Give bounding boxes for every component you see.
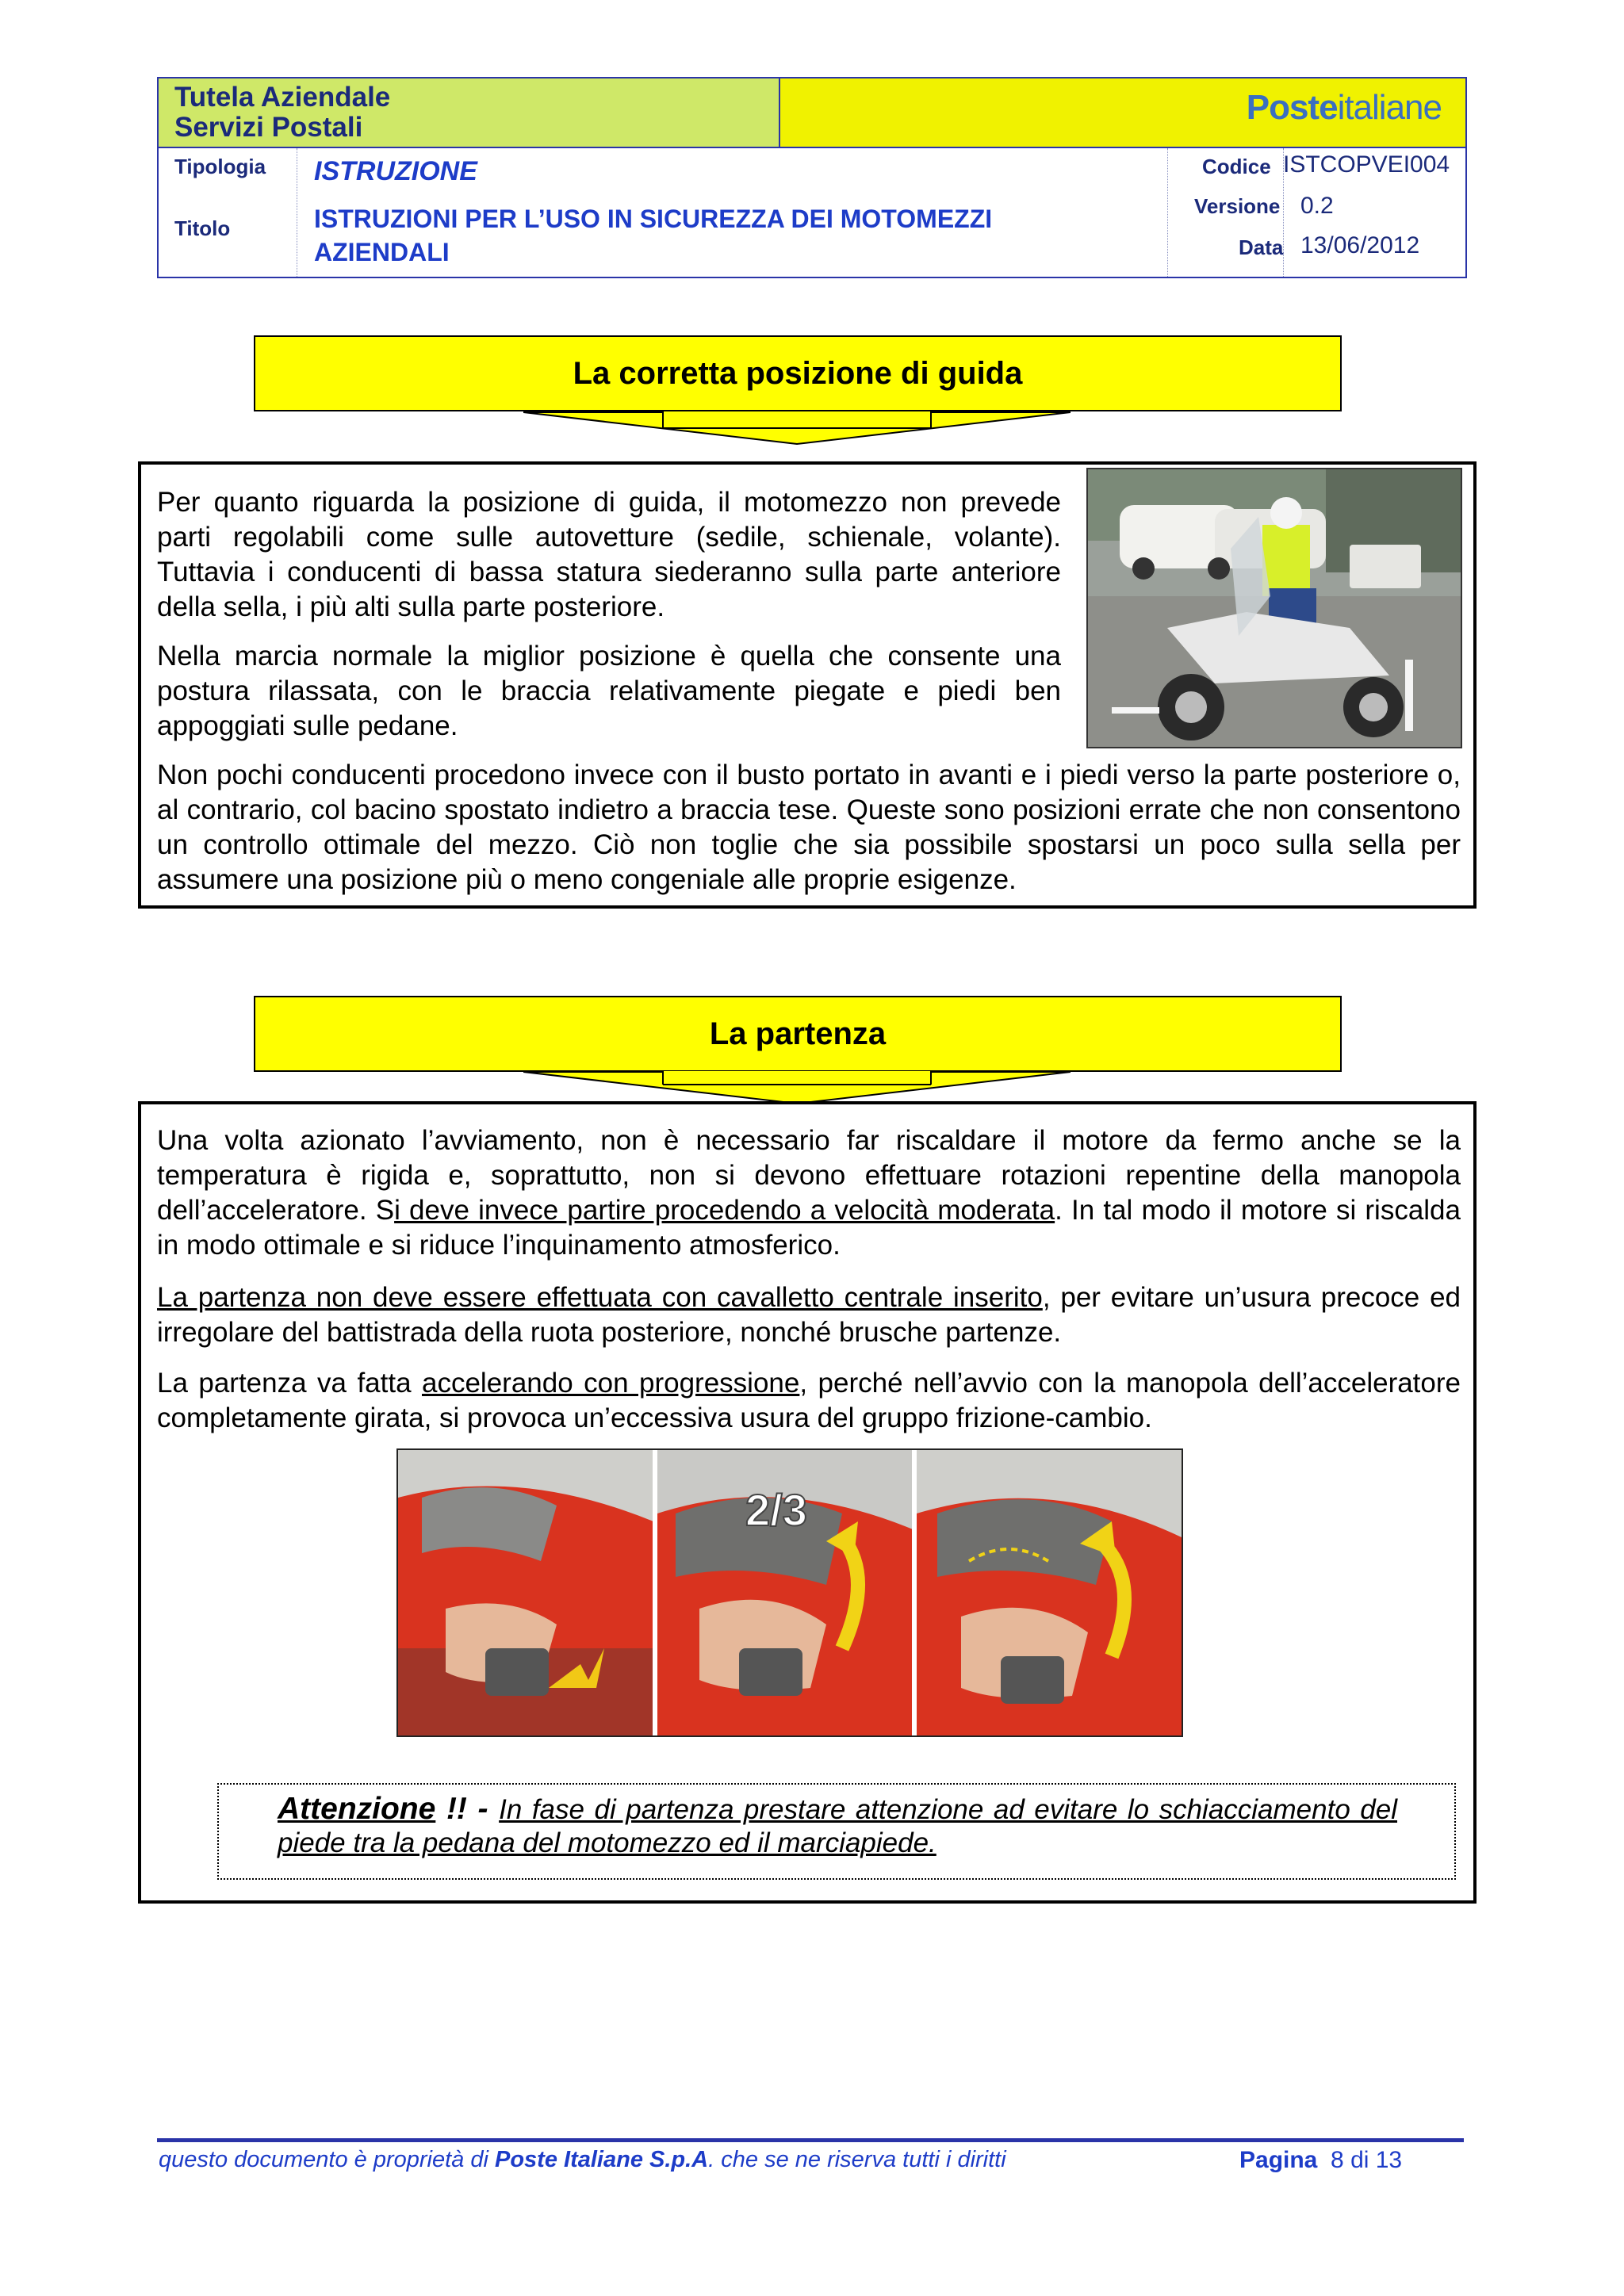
data-label: Data xyxy=(1239,235,1284,259)
footer-page-number xyxy=(1239,2147,1402,2174)
attention-note xyxy=(217,1783,1456,1880)
partenza-3-text-b: , perché nell’avvio con la manopola dell’acceleratore completamente girata, si provoca un’eccessiva usura del gruppo frizione-cambio. xyxy=(157,1368,1461,1433)
partenza-3-underlined: accelerando con progressione xyxy=(422,1368,800,1399)
paragraph-partenza-1 xyxy=(157,1123,1461,1263)
company-cell xyxy=(159,78,780,147)
partenza-3-text-a: La partenza va fatta xyxy=(157,1368,422,1399)
company-line-1: Tutela Aziendale xyxy=(174,82,391,113)
tipologia-label: Tipologia xyxy=(174,155,266,178)
tipologia-value: ISTRUZIONE xyxy=(314,156,477,186)
throttle-label-2-3: 2/3 xyxy=(745,1485,807,1535)
scooter-rider-photo xyxy=(1086,468,1462,748)
footer-copyright xyxy=(159,2147,1006,2173)
partenza-1-text-a: Una volta azionato l’avviamento, non è necessario far riscaldare il motore da fermo anche se la temperatura è rigida e, soprattutto, non si devono effettuare rotazioni repentine della manopola dell’acceleratore. S xyxy=(157,1125,1461,1226)
footer-rule xyxy=(157,2138,1464,2142)
partenza-1-underlined: i deve invece partire procedendo a velocità moderata xyxy=(394,1195,1055,1226)
logo-bold: Poste xyxy=(1246,88,1338,127)
attention-title: Attenzione xyxy=(278,1792,436,1826)
titolo-line-2: AZIENDALI xyxy=(314,238,450,266)
attention-marks: !! - xyxy=(435,1792,500,1826)
section-title-partenza: La partenza xyxy=(254,996,1342,1072)
footer-text-c: . che se ne riserva tutti i diritti xyxy=(708,2147,1006,2172)
titolo-value xyxy=(314,202,992,269)
throttle-photo-rest xyxy=(398,1450,653,1735)
attention-text xyxy=(278,1793,1397,1860)
page-label: Pagina xyxy=(1239,2147,1318,2173)
section-title-posizione-guida: La corretta posizione di guida xyxy=(254,335,1342,411)
partenza-2-underlined: La partenza non deve essere effettuata con cavalletto centrale inserito xyxy=(157,1282,1043,1313)
codice-label: Codice xyxy=(1202,155,1271,178)
page-value: 8 di 13 xyxy=(1331,2147,1403,2173)
section-arrow-1 xyxy=(523,411,1071,446)
partenza-2-text: , per evitare un’usura precoce ed irregolare del battistrada della ruota posteriore, nonché brusche partenze. xyxy=(157,1282,1461,1348)
footer-company: Poste Italiane S.p.A xyxy=(495,2147,709,2172)
paragraph-posizione-1: Per quanto riguarda la posizione di guida, il motomezzo non prevede parti regolabili come sulle autovetture (sedile, schienale, volante). Tuttavia i conducenti di bassa statura siederanno sulla parte anteriore della sella, i più alti sulla parte posteriore. xyxy=(157,487,1061,622)
attention-body: In fase di partenza prestare attenzione ad evitare lo schiacciamento del piede tra la pedana del motomezzo ed il marciapiede. xyxy=(278,1794,1398,1858)
titolo-label: Titolo xyxy=(174,216,231,240)
paragraph-posizione-2: Nella marcia normale la miglior posizione è quella che consente una postura rilassata, con le braccia relativamente piegate e piedi ben appoggiati sulle pedane. xyxy=(157,641,1061,741)
section-box-posizione-guida xyxy=(138,461,1477,909)
poste-italiane-logo xyxy=(1247,88,1442,128)
logo-cell xyxy=(780,78,1465,147)
titolo-line-1: ISTRUZIONI PER L’USO IN SICUREZZA DEI MOTOMEZZI xyxy=(314,205,993,233)
partenza-1-text-b: . In tal modo il motore si riscalda in modo ottimale e si riduce l’inquinamento atmosferico. xyxy=(157,1195,1461,1261)
throttle-photo-strip xyxy=(396,1448,1183,1737)
header-band xyxy=(159,78,1465,148)
logo-light: italiane xyxy=(1337,88,1442,127)
paragraph-partenza-2 xyxy=(157,1280,1461,1350)
section-arrow-2 xyxy=(523,1070,1071,1105)
versione-label: Versione xyxy=(1194,194,1281,218)
versione-value: 0.2 xyxy=(1300,193,1334,219)
company-line-2: Servizi Postali xyxy=(174,112,363,143)
paragraph-partenza-3 xyxy=(157,1366,1461,1436)
document-header xyxy=(157,77,1467,278)
codice-value: ISTCOPVEI004 xyxy=(1283,151,1450,178)
footer-text-a: questo documento è proprietà di xyxy=(159,2147,495,2172)
paragraph-posizione-3: Non pochi conducenti procedono invece con il busto portato in avanti e i piedi verso la parte posteriore o, al contrario, col bacino spostato indietro a braccia tese. Queste sono posizioni errate che non consentono un controllo ottimale del mezzo. Ciò non toglie che sia possibile spostarsi un poco sulla sella per assumere una posizione più o meno congeniale alle proprie esigenze. xyxy=(157,760,1461,895)
data-value: 13/06/2012 xyxy=(1300,232,1420,258)
